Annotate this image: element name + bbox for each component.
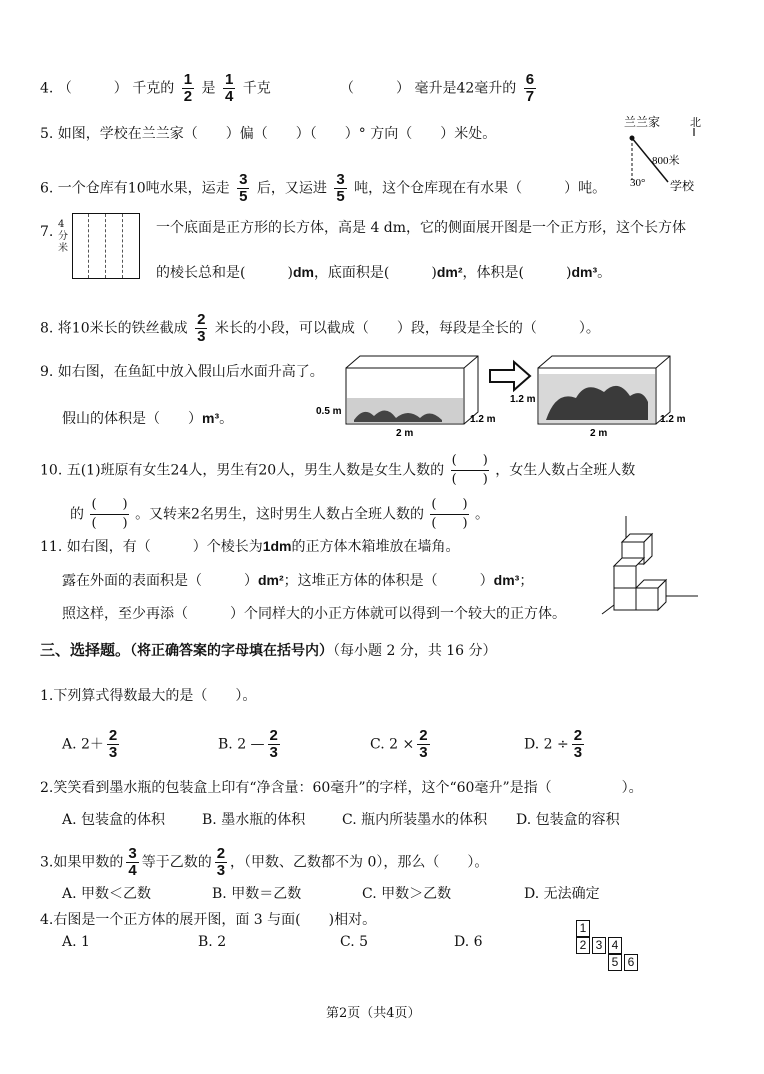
home-label: 兰兰家 xyxy=(624,115,661,129)
fraction: $\frac{3}{5}$ xyxy=(336,171,345,205)
c4-question: 4.右图是一个正方体的展开图，面 3 与面( )相对。 xyxy=(40,912,377,928)
tank1-width: 2 m xyxy=(396,428,414,439)
side-length-label: 4分米 xyxy=(58,219,68,254)
answer-fraction[interactable]: ( ) ( ) xyxy=(91,497,128,531)
c2-option-d[interactable]: D. 包装盒的容积 xyxy=(516,812,620,828)
north-label: 北 xyxy=(690,117,701,129)
c1-question: 1.下列算式得数最大的是（ ）。 xyxy=(40,688,257,704)
net-face-1: 1 xyxy=(576,920,590,937)
net-face-3: 3 xyxy=(592,937,606,954)
c1-option-a[interactable]: A. 2＋ $\frac{2}{3}$ xyxy=(62,727,118,761)
fish-tank-diagram xyxy=(314,350,694,440)
q11-line1: 11. 如右图，有（ ）个棱长为1dm的正方体木箱堆放在墙角。 xyxy=(40,538,460,555)
c3-option-b[interactable]: B. 甲数＝乙数 xyxy=(212,886,302,902)
q7-line2: 的棱长总和是( )dm，底面积是( )dm²，体积是( )dm³。 xyxy=(156,264,612,281)
q9-line2: 假山的体积是（ ）m³。 xyxy=(62,410,234,427)
school-label: 学校 xyxy=(670,179,695,193)
fraction: $\frac{6}{7}$ xyxy=(525,71,535,105)
page-footer: 第2页（共4页） xyxy=(326,1006,421,1021)
net-face-6: 6 xyxy=(624,954,638,971)
tank2-height: 1.2 m xyxy=(510,394,536,405)
q6-line: 6. 一个仓库有10吨水果，运走 $\frac{3}{5}$ 后，又运进 $\frac{3}{5}$ 吨，这个仓库现在有水果（ ）吨。 xyxy=(40,171,607,205)
tank2-depth: 1.2 m xyxy=(660,414,686,425)
answer-fraction[interactable]: ( ) ( ) xyxy=(431,497,468,531)
c4-option-a[interactable]: A. 1 xyxy=(62,934,90,950)
stacked-cubes-diagram xyxy=(600,516,700,616)
c4-option-d[interactable]: D. 6 xyxy=(454,934,483,950)
q9-line1: 9. 如右图，在鱼缸中放入假山后水面升高了。 xyxy=(40,364,324,380)
q7-line1: 一个底面是正方形的长方体，高是 4 dm，它的侧面展开图是一个正方形，这个长方体 xyxy=(156,220,687,236)
c3-option-c[interactable]: C. 甲数＞乙数 xyxy=(362,886,452,902)
q10-line2: 的 ( ) ( ) 。又转来2名男生，这时男生人数占全班人数的 ( ) ( ) 。 xyxy=(70,497,490,531)
answer-fraction[interactable]: ( ) ( ) xyxy=(451,453,488,487)
distance-label: 800米 xyxy=(652,155,680,167)
c3-option-d[interactable]: D. 无法确定 xyxy=(524,886,600,902)
c1-option-c[interactable]: C. 2 × $\frac{2}{3}$ xyxy=(370,727,428,761)
blank[interactable]: （ ） xyxy=(57,80,128,97)
blank[interactable]: （ ） xyxy=(340,80,410,97)
c2-option-b[interactable]: B. 墨水瓶的体积 xyxy=(202,812,306,828)
net-face-5: 5 xyxy=(608,954,622,971)
q4-line-right: （ ） 毫升是42毫升的 $\frac{6}{7}$ xyxy=(340,71,535,105)
c2-option-a[interactable]: A. 包装盒的体积 xyxy=(62,812,166,828)
tank1-depth: 1.2 m xyxy=(470,414,496,425)
c2-option-c[interactable]: C. 瓶内所装墨水的体积 xyxy=(342,812,488,828)
net-face-2: 2 xyxy=(576,937,590,954)
fraction: $\frac{3}{5}$ xyxy=(239,171,248,205)
side-unfold-diagram xyxy=(56,213,140,279)
c3-question: 3.如果甲数的 $\frac{3}{4}$ 等于乙数的 $\frac{2}{3}$ ，（甲数、乙数都不为 0），那么（ ）。 xyxy=(40,845,489,879)
net-face-4: 4 xyxy=(608,937,622,954)
q7-number: 7. xyxy=(40,224,54,240)
c4-option-b[interactable]: B. 2 xyxy=(198,934,227,950)
fraction: $\frac{2}{3}$ xyxy=(197,311,206,345)
q5-line: 5. 如图，学校在兰兰家（ ）偏（ ）（ ）° 方向（ ）米处。 xyxy=(40,126,497,142)
fraction: $\frac{1}{2}$ xyxy=(183,71,193,105)
q11-line2: 露在外面的表面积是（ ）dm²；这堆正方体的体积是（ ）dm³； xyxy=(62,572,534,589)
q11-line3: 照这样，至少再添（ ）个同样大的小正方体就可以得到一个较大的正方体。 xyxy=(62,606,566,622)
tank1-height: 0.5 m xyxy=(316,406,342,417)
c2-question: 2.笑笑看到墨水瓶的包装盒上印有“净含量：60毫升”的字样，这个“60毫升”是指（ ）。 xyxy=(40,780,643,796)
q4-line: 4. （ ） 千克的 $\frac{1}{2}$ 是 $\frac{1}{4}$ 千克 xyxy=(40,71,271,105)
q10-line1: 10. 五(1)班原有女生24人，男生有20人，男生人数是女生人数的 ( ) ( ) ，女生人数占全班人数 xyxy=(40,453,636,487)
fraction: $\frac{1}{4}$ xyxy=(224,71,234,105)
c3-option-a[interactable]: A. 甲数＜乙数 xyxy=(62,886,152,902)
angle-label: 30° xyxy=(630,177,646,189)
tank2-width: 2 m xyxy=(590,428,608,439)
section-3-header: 三、选择题。（将正确答案的字母填在括号内）（每小题 2 分，共 16 分） xyxy=(40,641,497,659)
c1-option-b[interactable]: B. 2 — $\frac{2}{3}$ xyxy=(218,727,278,761)
c4-option-c[interactable]: C. 5 xyxy=(340,934,369,950)
cube-net-diagram xyxy=(570,920,660,970)
q8-line: 8. 将10米长的铁丝截成 $\frac{2}{3}$ 米长的小段，可以截成（ ）段，每段是全长的（ ）。 xyxy=(40,311,600,345)
direction-diagram xyxy=(618,110,708,200)
c1-option-d[interactable]: D. 2 ÷ $\frac{2}{3}$ xyxy=(524,727,583,761)
